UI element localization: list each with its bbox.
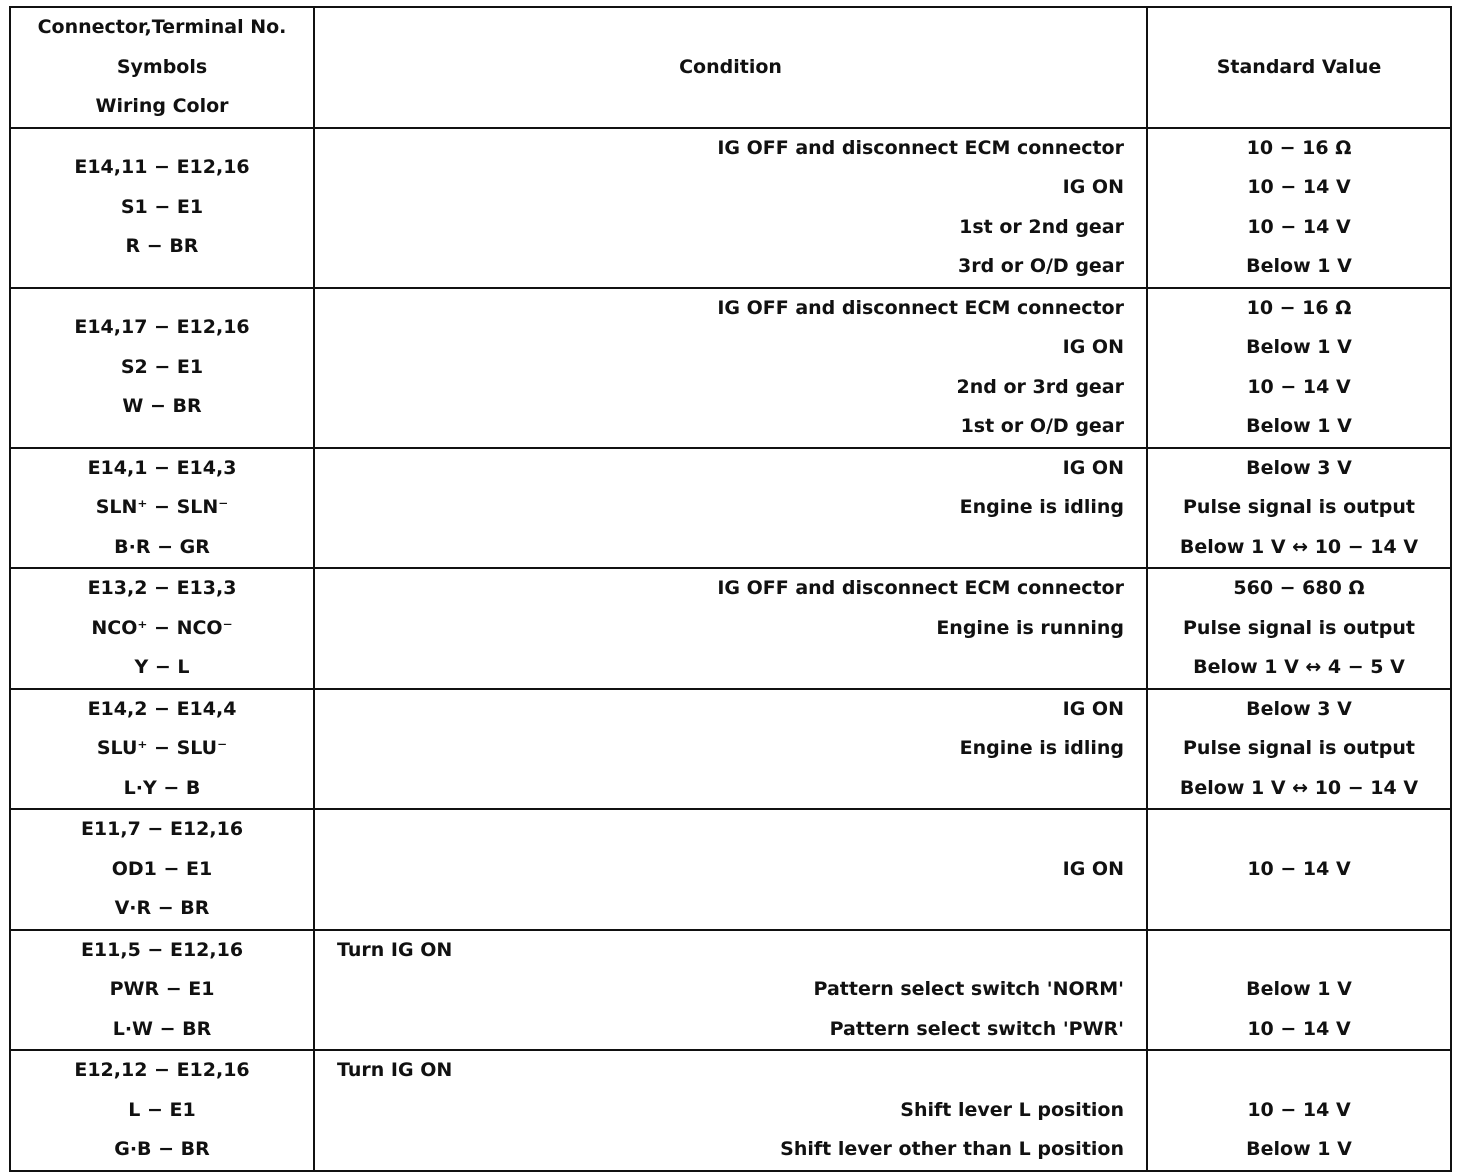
standard-value-line: 10 − 14 V <box>1247 1017 1351 1040</box>
condition-cell <box>314 809 1147 930</box>
wiring-color: V·R − BR <box>114 897 210 919</box>
connector-cell <box>10 1050 314 1171</box>
condition-line: 1st or 2nd gear <box>959 215 1124 238</box>
condition-line: Turn IG ON <box>337 1059 453 1081</box>
condition-line: Engine is idling <box>959 737 1124 759</box>
table-row <box>10 128 1451 288</box>
header-wiring-line: Wiring Color <box>95 95 229 117</box>
standard-value-line: 10 − 16 Ω <box>1246 296 1352 319</box>
table-row <box>10 930 1451 1051</box>
terminal-numbers: E13,2 − E13,3 <box>87 577 237 599</box>
condition-cell <box>314 1050 1147 1171</box>
standard-value-line: Below 1 V ↔ 10 − 14 V <box>1179 776 1419 799</box>
condition-line: Turn IG ON <box>337 938 453 961</box>
symbols: OD1 − E1 <box>111 857 213 880</box>
condition-line: IG ON <box>1062 697 1124 720</box>
table-row <box>10 1050 1451 1171</box>
header-standard-value: Standard Value <box>1147 7 1451 128</box>
condition-line: Shift lever other than L position <box>780 1138 1124 1160</box>
standard-value-cell <box>1147 809 1451 930</box>
condition-line: Pattern select switch 'PWR' <box>829 1017 1124 1040</box>
condition-cell <box>314 288 1147 448</box>
standard-value-cell <box>1147 568 1451 689</box>
standard-value-line: Below 1 V <box>1246 336 1352 358</box>
table-row <box>10 689 1451 810</box>
condition-line: 1st or O/D gear <box>960 415 1124 437</box>
condition-line: IG OFF and disconnect ECM connector <box>717 136 1124 159</box>
standard-value-line: Below 3 V <box>1246 697 1352 720</box>
standard-value-line: 10 − 14 V <box>1247 857 1351 880</box>
symbols: NCO⁺ − NCO⁻ <box>91 616 233 639</box>
connector-cell <box>10 930 314 1051</box>
condition-line: 3rd or O/D gear <box>958 255 1124 277</box>
standard-value-line: 10 − 14 V <box>1247 375 1351 398</box>
condition-line <box>315 889 1124 929</box>
condition-line <box>315 810 1124 850</box>
header-symbols-line: Symbols <box>116 55 208 78</box>
wiring-color: G·B − BR <box>114 1138 210 1160</box>
wiring-color: R − BR <box>125 235 199 258</box>
standard-value-line: 10 − 14 V <box>1247 1098 1351 1121</box>
condition-line: IG ON <box>1062 336 1124 358</box>
condition-line: Engine is running <box>936 616 1124 639</box>
condition-cell <box>314 689 1147 810</box>
standard-value-line: 560 − 680 Ω <box>1233 577 1365 599</box>
table-row <box>10 809 1451 930</box>
terminal-numbers: E11,5 − E12,16 <box>80 938 244 961</box>
condition-cell <box>314 448 1147 569</box>
standard-value-line: 10 − 14 V <box>1247 215 1351 238</box>
symbols: L − E1 <box>128 1098 196 1121</box>
connector-cell <box>10 689 314 810</box>
inspection-spec-table <box>9 6 1452 1172</box>
standard-value-line: Below 3 V <box>1246 456 1352 479</box>
standard-value-line: Below 1 V <box>1246 415 1352 437</box>
table-row <box>10 448 1451 569</box>
standard-value-cell <box>1147 448 1451 569</box>
standard-value-line <box>1148 889 1450 929</box>
wiring-color: Y − L <box>134 656 190 678</box>
standard-value-line: Below 1 V <box>1246 978 1352 1000</box>
condition-line: IG ON <box>1062 857 1124 880</box>
condition-line: IG ON <box>1062 456 1124 479</box>
standard-value-cell <box>1147 288 1451 448</box>
connector-cell <box>10 568 314 689</box>
standard-value-line <box>1148 1051 1450 1091</box>
wiring-color: B·R − GR <box>114 535 210 558</box>
condition-line <box>315 769 1124 809</box>
header-condition: Condition <box>314 7 1147 128</box>
condition-line: IG OFF and disconnect ECM connector <box>717 577 1124 599</box>
condition-line: Shift lever L position <box>900 1098 1124 1121</box>
connector-cell <box>10 288 314 448</box>
condition-line <box>315 648 1124 688</box>
connector-cell <box>10 128 314 288</box>
standard-value-line: Below 1 V ↔ 4 − 5 V <box>1193 656 1405 678</box>
condition-cell <box>314 568 1147 689</box>
condition-line <box>315 528 1124 568</box>
condition-cell <box>314 930 1147 1051</box>
standard-value-line <box>1148 810 1450 850</box>
condition-line: IG OFF and disconnect ECM connector <box>717 296 1124 319</box>
table-row <box>10 568 1451 689</box>
header-connector <box>10 7 314 128</box>
symbols: PWR − E1 <box>109 978 215 1000</box>
table-header-row <box>10 7 1451 128</box>
symbols: SLU⁺ − SLU⁻ <box>96 737 228 759</box>
standard-value-line: Below 1 V ↔ 10 − 14 V <box>1179 535 1419 558</box>
terminal-numbers: E14,2 − E14,4 <box>87 697 237 720</box>
standard-value-line: Pulse signal is output <box>1183 616 1415 639</box>
header-connector-line: Connector,Terminal No. <box>37 16 287 38</box>
wiring-color: L·Y − B <box>123 776 201 799</box>
standard-value-line: 10 − 16 Ω <box>1246 136 1352 159</box>
connector-cell <box>10 448 314 569</box>
condition-line: Engine is idling <box>959 496 1124 518</box>
standard-value-cell <box>1147 689 1451 810</box>
terminal-numbers: E11,7 − E12,16 <box>80 818 244 840</box>
wiring-color: W − BR <box>122 395 202 418</box>
standard-value-line <box>1148 931 1450 971</box>
terminal-numbers: E14,17 − E12,16 <box>74 316 250 339</box>
standard-value-line: Pulse signal is output <box>1183 496 1415 518</box>
condition-line: 2nd or 3rd gear <box>956 375 1124 398</box>
standard-value-line: Below 1 V <box>1246 1138 1352 1160</box>
standard-value-line: Below 1 V <box>1246 255 1352 277</box>
terminal-numbers: E14,1 − E14,3 <box>87 456 237 479</box>
terminal-numbers: E14,11 − E12,16 <box>74 156 250 179</box>
condition-cell <box>314 128 1147 288</box>
standard-value-cell <box>1147 128 1451 288</box>
standard-value-cell <box>1147 1050 1451 1171</box>
connector-cell <box>10 809 314 930</box>
terminal-numbers: E12,12 − E12,16 <box>74 1059 250 1081</box>
symbols: SLN⁺ − SLN⁻ <box>95 496 229 518</box>
condition-line: Pattern select switch 'NORM' <box>813 978 1124 1000</box>
wiring-color: L·W − BR <box>112 1017 212 1040</box>
symbols: S2 − E1 <box>120 355 204 378</box>
standard-value-line: Pulse signal is output <box>1183 737 1415 759</box>
condition-line: IG ON <box>1062 176 1124 198</box>
standard-value-line: 10 − 14 V <box>1247 176 1351 198</box>
standard-value-cell <box>1147 930 1451 1051</box>
symbols: S1 − E1 <box>120 195 204 218</box>
table-row <box>10 288 1451 448</box>
